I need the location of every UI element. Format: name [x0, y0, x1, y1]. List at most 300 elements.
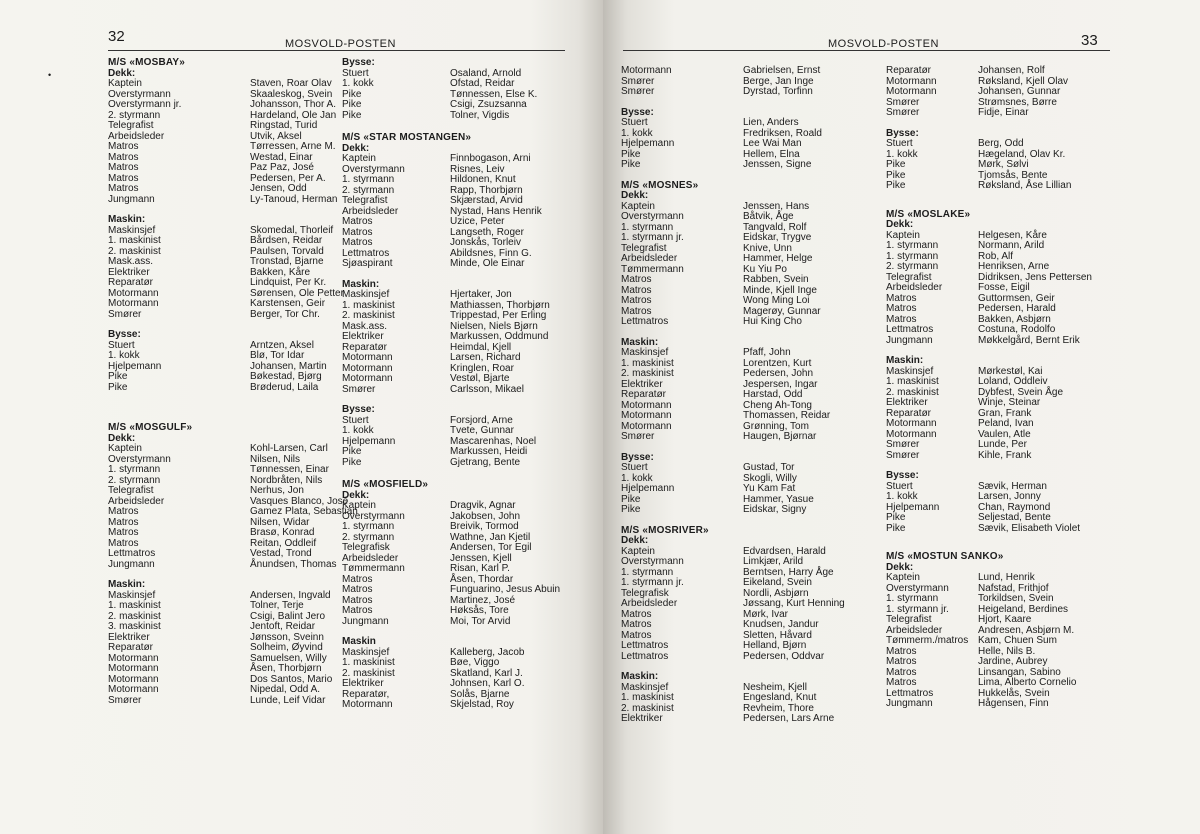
- ship-section: [886, 210, 1116, 535]
- crew-group: [108, 214, 344, 320]
- crew-name: Winje, Steinar: [978, 397, 1041, 408]
- crew-name: Cheng Ah-Tong: [743, 399, 812, 411]
- crew-name: Hildonen, Knut: [450, 174, 516, 185]
- crew-row: [342, 617, 584, 628]
- crew-role: 1. kokk: [886, 491, 918, 502]
- crew-group: [342, 405, 584, 468]
- crew-role: Smører: [886, 449, 920, 461]
- department-heading: Bysse:: [886, 127, 919, 139]
- crew-row: [886, 657, 1116, 668]
- crew-group: [342, 280, 584, 396]
- crew-name: Nafstad, Frithjof: [978, 582, 1049, 594]
- crew-role: Reparatør: [886, 65, 932, 76]
- crew-role: Jungmann: [108, 193, 155, 205]
- crew-role: Lettmatros: [621, 316, 669, 327]
- crew-name: Paulsen, Torvald: [250, 245, 324, 257]
- crew-name: Andersen, Ingvald: [250, 589, 331, 601]
- ship-name: M/S «MOSGULF»: [108, 422, 193, 433]
- crew-name: Ku Yiu Po: [743, 263, 787, 275]
- crew-role: Kaptein: [886, 229, 920, 241]
- crew-group: [886, 356, 1116, 461]
- crew-name: Hjertaker, Jon: [450, 289, 512, 300]
- crew-group: [342, 491, 584, 628]
- crew-name: Mørk, Sølvi: [978, 159, 1029, 170]
- crew-role: Stuert: [886, 480, 913, 492]
- page-number: 33: [1081, 32, 1098, 49]
- crew-role: Elektriker: [342, 678, 384, 689]
- crew-column-3: [621, 66, 873, 732]
- crew-role: Maskinsjef: [886, 365, 934, 377]
- crew-name: Bøe, Viggo: [450, 657, 500, 668]
- crew-role: Reparatør,: [342, 688, 390, 700]
- crew-name: Costuna, Rodolfo: [978, 324, 1056, 335]
- crew-row: [621, 652, 873, 663]
- crew-role: Overstyrmann: [108, 453, 171, 465]
- crew-row: [108, 121, 328, 132]
- crew-row: [108, 310, 328, 321]
- crew-role: Maskinsjef: [108, 224, 156, 236]
- crew-name: Minde, Ole Einar: [450, 258, 525, 269]
- crew-name: Staven, Roar Olav: [250, 78, 332, 89]
- crew-name: Hardeland, Ole Jan: [250, 109, 337, 121]
- department-heading: Dekk:: [886, 219, 914, 230]
- department-heading: Dekk:: [108, 432, 136, 444]
- crew-role: Smører: [886, 107, 920, 118]
- crew-role: 2. styrmann: [342, 184, 395, 196]
- crew-role: Mask.ass.: [108, 256, 154, 267]
- crew-role: 2. maskinist: [342, 667, 395, 679]
- crew-name: Nipedal, Odd A.: [250, 684, 321, 695]
- crew-row: [342, 501, 584, 512]
- crew-role: Maskinsjef: [621, 347, 669, 358]
- crew-name: Fosse, Eigil: [978, 282, 1030, 293]
- crew-role: 3. maskinist: [108, 621, 161, 632]
- crew-name: Osaland, Arnold: [450, 67, 522, 79]
- crew-name: Åsen, Thordar: [450, 573, 514, 585]
- crew-row: [108, 444, 328, 455]
- crew-role: Matros: [342, 605, 373, 616]
- crew-name: Csigi, Balint Jero: [250, 610, 326, 622]
- department-heading: Dekk:: [342, 142, 370, 154]
- crew-row: [342, 374, 584, 385]
- crew-role: Pike: [886, 159, 906, 170]
- crew-row: [621, 275, 873, 286]
- crew-row: [621, 693, 873, 704]
- crew-role: 1. styrmann jr.: [621, 577, 684, 588]
- crew-name: Guttormsen, Geir: [978, 292, 1055, 304]
- crew-group: [621, 338, 873, 443]
- crew-row: [108, 465, 328, 476]
- crew-row: [342, 385, 584, 396]
- crew-row: [342, 606, 584, 617]
- crew-row: [886, 325, 1116, 336]
- crew-name: Vestad, Trond: [250, 548, 312, 559]
- crew-role: Telegrafisk: [342, 542, 390, 553]
- crew-role: Stuert: [621, 462, 648, 473]
- crew-name: Jønsson, Sveinn: [250, 631, 324, 643]
- crew-name: Pedersen, Per A.: [250, 172, 326, 184]
- crew-name: Nilsen, Nils: [250, 453, 301, 465]
- crew-name: Lien, Anders: [743, 117, 799, 128]
- crew-row: [886, 513, 1116, 524]
- crew-name: Lorentzen, Kurt: [743, 357, 812, 369]
- crew-name: Nystad, Hans Henrik: [450, 205, 542, 217]
- crew-name: Skjelstad, Roy: [450, 699, 514, 710]
- crew-row: [621, 212, 873, 223]
- crew-role: Matros: [342, 237, 373, 248]
- crew-role: 1. maskinist: [621, 692, 674, 703]
- crew-role: Motormann: [886, 428, 937, 440]
- crew-row: [886, 66, 1116, 77]
- crew-role: Pike: [108, 371, 128, 382]
- crew-group: [621, 672, 873, 725]
- crew-row: [621, 599, 873, 610]
- crew-name: Samuelsen, Willy: [250, 652, 327, 664]
- crew-name: Westad, Einar: [250, 151, 313, 163]
- crew-name: Engesland, Knut: [743, 692, 817, 703]
- crew-row: [886, 678, 1116, 689]
- crew-role: Smører: [886, 439, 920, 450]
- crew-name: Dos Santos, Mario: [250, 673, 333, 685]
- crew-name: Bakken, Kåre: [250, 266, 311, 278]
- crew-row: [342, 585, 584, 596]
- crew-row: [108, 558, 337, 571]
- crew-role: Motormann: [621, 420, 672, 432]
- crew-role: Matros: [886, 645, 917, 657]
- crew-role: Telegrafist: [886, 271, 932, 283]
- crew-name: Høksås, Tore: [450, 605, 509, 616]
- crew-name: Yu Kam Fat: [743, 483, 796, 494]
- crew-role: Motormann: [621, 65, 672, 76]
- crew-row: [886, 451, 1116, 462]
- crew-role: Matros: [886, 313, 917, 325]
- crew-name: Kam, Chuen Sum: [978, 635, 1057, 646]
- crew-row: [621, 118, 873, 129]
- crew-name: Trippestad, Per Erling: [450, 310, 547, 321]
- crew-name: Pedersen, Harald: [978, 303, 1056, 314]
- crew-role: Lettmatros: [342, 247, 390, 259]
- crew-role: 2. maskinist: [108, 245, 161, 257]
- crew-name: Hammer, Helge: [743, 253, 813, 264]
- crew-name: Tønnessen, Einar: [250, 464, 329, 475]
- ship-name: M/S «MOSTUN SANKO»: [886, 551, 1004, 562]
- crew-role: Matros: [342, 584, 373, 595]
- crew-role: Motormann: [108, 652, 159, 664]
- crew-row: [342, 259, 584, 270]
- crew-row: [108, 141, 336, 153]
- crew-name: Hammer, Yasue: [743, 493, 814, 505]
- crew-role: Pike: [621, 148, 641, 160]
- crew-name: Hægeland, Olav Kr.: [978, 148, 1066, 160]
- crew-name: Åsen, Thorbjørn: [250, 663, 322, 674]
- crew-role: Telegrafist: [342, 195, 388, 206]
- crew-role: Jungmann: [108, 558, 155, 570]
- crew-name: Lund, Henrik: [978, 572, 1035, 583]
- crew-name: Revheim, Thore: [743, 702, 814, 714]
- header-rule: [623, 50, 1110, 51]
- crew-role: Maskinsjef: [342, 646, 390, 658]
- crew-row: [108, 506, 358, 518]
- crew-role: 1. styrmann jr.: [621, 232, 684, 243]
- crew-role: Pike: [621, 159, 641, 170]
- department-heading: Maskin: [342, 636, 376, 647]
- crew-role: Pike: [886, 512, 906, 523]
- crew-row: [342, 522, 584, 533]
- crew-name: Wathne, Jan Kjetil: [450, 531, 531, 543]
- crew-name: Bårdsen, Reidar: [250, 235, 323, 246]
- ship-name: M/S «MOSLAKE»: [886, 208, 971, 220]
- crew-name: Skjærstad, Arvid: [450, 195, 523, 206]
- crew-role: Hjelpemann: [342, 435, 396, 447]
- crew-row: [621, 160, 873, 171]
- crew-row: [886, 419, 1116, 430]
- crew-name: Gran, Frank: [978, 407, 1032, 419]
- crew-name: Gamez Plata, Sebastian: [250, 506, 358, 517]
- crew-column-1: [108, 57, 358, 713]
- crew-row: [621, 714, 873, 725]
- crew-name: Pfaff, John: [743, 347, 791, 358]
- crew-role: Stuert: [342, 67, 369, 79]
- crew-row: [886, 262, 1116, 273]
- crew-name: Jespersen, Ingar: [743, 378, 818, 390]
- crew-role: 1. styrmann: [621, 221, 674, 233]
- crew-name: Lee Wai Man: [743, 138, 802, 149]
- crew-row: [621, 369, 873, 380]
- crew-role: Jungmann: [886, 698, 933, 709]
- crew-name: Reitan, Oddleif: [250, 537, 317, 549]
- crew-role: Matros: [621, 284, 652, 296]
- crew-role: Reparatør: [108, 277, 154, 288]
- crew-name: Hui King Cho: [743, 316, 802, 327]
- crew-role: Matros: [342, 594, 373, 606]
- crew-role: Hjelpemann: [621, 138, 675, 149]
- crew-row: [108, 99, 336, 111]
- department-heading: Maskin:: [342, 278, 380, 290]
- crew-role: Telegrafist: [108, 485, 154, 496]
- crew-role: Pike: [621, 504, 641, 515]
- crew-row: [108, 184, 328, 195]
- crew-name: Risan, Karl P.: [450, 563, 510, 574]
- crew-name: Kohl-Larsen, Carl: [250, 443, 328, 454]
- department-heading: Bysse:: [621, 106, 654, 118]
- crew-role: Tømmerm./matros: [886, 635, 969, 646]
- crew-group: [886, 220, 1116, 346]
- crew-role: 1. styrmann: [108, 464, 161, 475]
- crew-name: Didriksen, Jens Pettersen: [978, 271, 1092, 283]
- crew-role: Pike: [342, 99, 362, 110]
- crew-row: [621, 432, 873, 443]
- crew-name: Seljestad, Bente: [978, 512, 1051, 523]
- crew-name: Rapp, Thorbjørn: [450, 184, 523, 196]
- crew-role: Overstyrmann: [621, 211, 684, 222]
- crew-role: Matros: [886, 292, 917, 304]
- crew-role: Telegrafisk: [621, 587, 669, 599]
- crew-role: Matros: [108, 506, 139, 517]
- crew-group: [621, 108, 873, 171]
- crew-name: Hågensen, Finn: [978, 698, 1049, 709]
- crew-role: 1. styrmann jr.: [886, 603, 949, 615]
- crew-role: Smører: [108, 694, 142, 706]
- crew-row: [886, 160, 1116, 171]
- crew-name: Jenssen, Hans: [743, 200, 810, 212]
- crew-name: Rabben, Svein: [743, 274, 809, 285]
- crew-name: Fidje, Einar: [978, 107, 1029, 118]
- crew-row: [108, 372, 328, 383]
- crew-role: 2. styrmann: [108, 474, 161, 486]
- crew-name: Nordli, Asbjørn: [743, 587, 809, 599]
- ship-section: [621, 181, 873, 516]
- crew-row: [342, 679, 584, 690]
- crew-name: Tolner, Terje: [250, 600, 304, 611]
- crew-name: Johansson, Thor A.: [250, 99, 336, 110]
- crew-row: [108, 601, 328, 612]
- department-heading: Bysse:: [886, 470, 919, 481]
- crew-name: Lindquist, Per Kr.: [250, 277, 327, 288]
- crew-role: 1. maskinist: [342, 299, 395, 311]
- crew-name: Røksland, Åse Lillian: [978, 180, 1072, 191]
- crew-role: Elektriker: [108, 631, 150, 643]
- crew-name: Larsen, Jonny: [978, 491, 1041, 502]
- crew-name: Ånundsen, Thomas: [250, 558, 337, 570]
- crew-role: Motormann: [108, 684, 159, 695]
- crew-role: Motormann: [108, 663, 159, 674]
- crew-role: Matros: [886, 666, 917, 678]
- crew-row: [886, 304, 1116, 315]
- crew-role: Matros: [886, 656, 917, 667]
- department-heading: Dekk:: [621, 535, 649, 546]
- crew-name: Brøderud, Laila: [250, 381, 319, 393]
- crew-row: [342, 217, 584, 228]
- crew-row: [621, 505, 873, 516]
- crew-role: Stuert: [342, 414, 369, 426]
- crew-role: Motormann: [108, 287, 159, 299]
- crew-role: Matros: [621, 305, 652, 317]
- crew-name: Kalleberg, Jacob: [450, 646, 525, 658]
- crew-name: Sørensen, Ole Petter: [250, 287, 344, 299]
- page-header: MOSVOLD-POSTEN: [828, 38, 939, 50]
- crew-row: [342, 290, 584, 301]
- crew-name: Nerhus, Jon: [250, 485, 304, 496]
- crew-group: [108, 330, 328, 393]
- crew-group: [108, 579, 333, 706]
- crew-name: Sævik, Elisabeth Violet: [978, 522, 1081, 534]
- crew-column-2: [342, 58, 584, 718]
- crew-name: Hjort, Kaare: [978, 614, 1032, 625]
- crew-name: Jenssen, Signe: [743, 159, 812, 170]
- crew-name: Helle, Nils B.: [978, 645, 1036, 657]
- crew-row: [621, 390, 873, 401]
- crew-role: Matros: [621, 274, 652, 285]
- crew-role: Telegrafist: [621, 242, 667, 254]
- crew-row: [621, 484, 873, 495]
- crew-name: Vestøl, Bjarte: [450, 373, 510, 384]
- crew-role: Overstyrmann: [342, 163, 405, 175]
- crew-name: Csigi, Zsuzsanna: [450, 99, 527, 110]
- crew-role: Overstyrmann: [621, 556, 684, 567]
- crew-name: Jøssang, Kurt Henning: [743, 598, 845, 609]
- crew-role: Matros: [108, 527, 139, 538]
- crew-row: [342, 564, 584, 575]
- crew-row: [621, 348, 873, 359]
- crew-name: Båtvik, Åge: [743, 211, 794, 222]
- crew-role: 2. maskinist: [108, 610, 161, 622]
- ship-section: [342, 480, 584, 711]
- crew-role: 2. maskinist: [342, 310, 395, 321]
- header-rule: [108, 50, 565, 51]
- crew-name: Johnsen, Karl O.: [450, 678, 525, 689]
- crew-group: [886, 471, 1116, 534]
- crew-row: [621, 317, 873, 328]
- crew-role: Telegrafist: [108, 120, 154, 131]
- crew-role: 1. maskinist: [621, 357, 674, 369]
- crew-name: Ringstad, Turid: [250, 120, 318, 131]
- crew-row: [342, 658, 584, 669]
- crew-row: [342, 196, 584, 207]
- crew-row: [108, 643, 328, 654]
- crew-role: Motormann: [108, 673, 159, 685]
- crew-name: Eidskar, Trygve: [743, 232, 812, 243]
- crew-name: Magerøy, Gunnar: [743, 305, 821, 317]
- crew-role: Smører: [621, 75, 655, 87]
- crew-name: Bøkestad, Bjørg: [250, 371, 322, 382]
- crew-name: Martinez, José: [450, 594, 516, 606]
- crew-role: Hjelpemann: [108, 360, 162, 372]
- crew-role: 2. maskinist: [621, 702, 674, 714]
- crew-row: [886, 139, 1116, 150]
- crew-group: [621, 453, 873, 516]
- crew-name: Skaaleskog, Svein: [250, 88, 333, 100]
- crew-role: Matros: [621, 608, 652, 620]
- crew-row: [342, 238, 584, 249]
- crew-role: Matros: [886, 677, 917, 688]
- crew-role: Pike: [342, 109, 362, 121]
- crew-name: Sævik, Herman: [978, 480, 1047, 492]
- ship-name: M/S «MOSBAY»: [108, 57, 186, 68]
- crew-row: [108, 528, 328, 539]
- crew-name: Møkkelgård, Bernt Erik: [978, 334, 1080, 346]
- crew-role: Kaptein: [342, 153, 376, 164]
- crew-role: 1. kokk: [108, 350, 140, 361]
- crew-role: Stuert: [108, 339, 135, 351]
- crew-row: [108, 193, 338, 206]
- crew-role: Pike: [886, 180, 906, 191]
- crew-group: [886, 563, 1116, 710]
- department-heading: Maskin:: [621, 336, 659, 348]
- crew-name: Tronstad, Bjarne: [250, 256, 324, 267]
- crew-name: Johansen, Gunnar: [978, 86, 1061, 97]
- crew-role: 1. kokk: [342, 78, 374, 89]
- crew-role: Matros: [108, 162, 139, 173]
- crew-role: 1. kokk: [621, 472, 653, 484]
- crew-role: Maskinsjef: [342, 289, 390, 300]
- crew-name: Eidskar, Signy: [743, 504, 807, 515]
- crew-row: [108, 664, 328, 675]
- crew-role: Pike: [886, 169, 906, 181]
- crew-name: Kihle, Frank: [978, 449, 1032, 461]
- crew-name: Dyrstad, Torfinn: [743, 86, 813, 97]
- crew-row: [342, 100, 584, 111]
- crew-name: Torkildsen, Svein: [978, 593, 1054, 604]
- page-number: 32: [108, 28, 125, 45]
- crew-row: [621, 463, 873, 474]
- crew-name: Berg, Odd: [978, 138, 1024, 149]
- crew-name: Paz Paz, José: [250, 162, 314, 173]
- crew-role: Pike: [342, 88, 362, 100]
- crew-name: Tangvald, Rolf: [743, 221, 807, 233]
- crew-row: [886, 108, 1116, 119]
- crew-role: Arbeidsleder: [342, 205, 399, 217]
- crew-role: 2. styrmann: [342, 531, 395, 543]
